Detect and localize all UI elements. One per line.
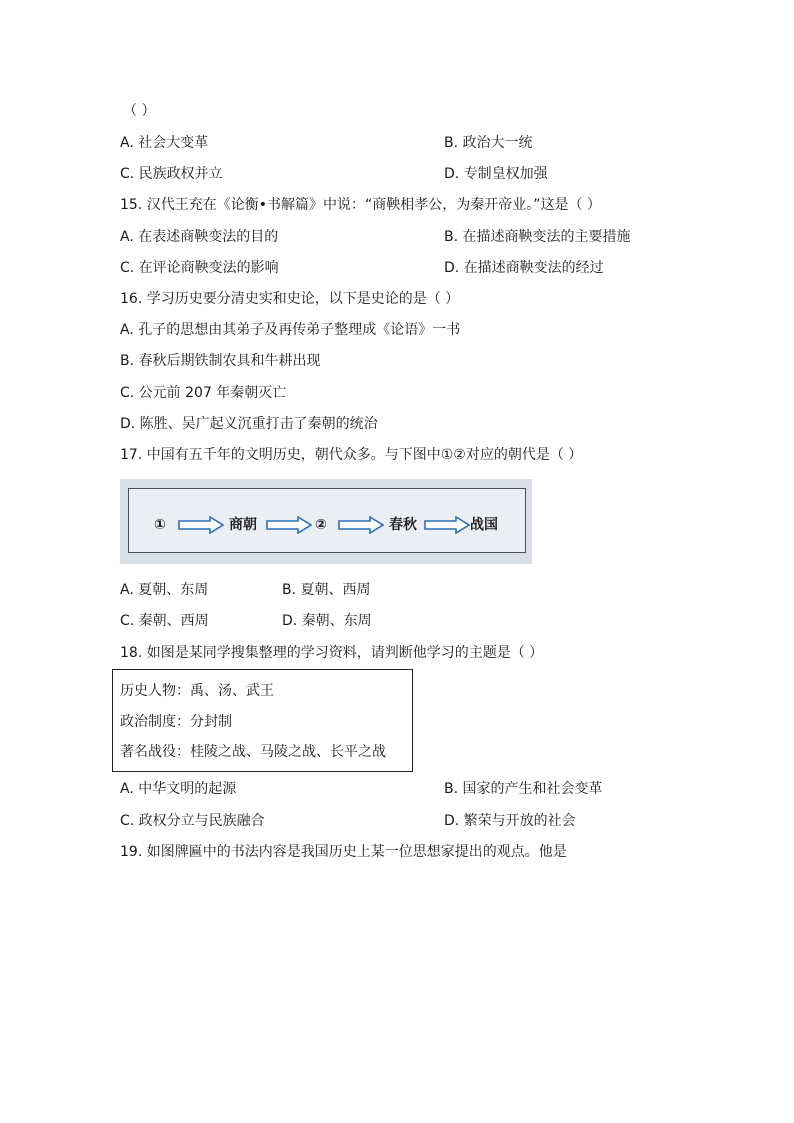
q16-option-d: D. 陈胜、吴广起义沉重打击了秦朝的统治 [120,416,378,432]
q16-option-c: C. 公元前 207 年秦朝灭亡 [120,385,287,401]
flow-arrow-icon [178,516,224,534]
q17-option-d: D. 秦朝、东周 [282,613,372,629]
q16-option-a: A. 孔子的思想由其弟子及再传弟子整理成《论语》一书 [120,322,461,338]
q16-stem: 16. 学习历史要分清史实和史论，以下是史论的是（ ） [120,291,460,307]
q15-option-c: C. 在评论商鞅变法的影响 [120,260,279,276]
flow-blank-1: ① [154,517,166,533]
q17-option-b: B. 夏朝、西周 [282,582,371,598]
box-line-figures: 历史人物：禹、汤、武王 [120,683,274,699]
q14-option-b: B. 政治大一统 [444,135,533,151]
q19-stem: 19. 如图牌匾中的书法内容是我国历史上某一位思想家提出的观点。他是 [120,844,567,860]
q16-option-b: B. 春秋后期铁制农具和牛耕出现 [120,353,321,369]
q14-option-c: C. 民族政权并立 [120,166,223,182]
flow-arrow-icon [266,516,312,534]
box-line-system: 政治制度：分封制 [120,714,232,730]
q14-option-a: A. 社会大变革 [120,135,209,151]
q18-option-a: A. 中华文明的起源 [120,781,237,797]
q14-answer-bracket: （ ） [123,103,156,119]
q17-stem: 17. 中国有五千年的文明历史，朝代众多。与下图中①②对应的朝代是（ ） [120,447,583,463]
flow-arrow-icon [338,516,384,534]
q17-option-a: A. 夏朝、东周 [120,582,209,598]
q15-option-b: B. 在描述商鞅变法的主要措施 [444,229,631,245]
q18-option-b: B. 国家的产生和社会变革 [444,781,603,797]
study-material-box [112,669,413,772]
dynasty-flow-image [120,479,532,564]
q15-option-d: D. 在描述商鞅变法的经过 [444,260,604,276]
q18-option-c: C. 政权分立与民族融合 [120,813,265,829]
q15-option-a: A. 在表述商鞅变法的目的 [120,229,279,245]
box-line-battles: 著名战役：桂陵之战、马陵之战、长平之战 [120,744,386,760]
flow-zhanguo: 战国 [470,517,498,533]
flow-arrow-icon [424,516,470,534]
flow-chunqiu: 春秋 [389,517,417,533]
flow-shang: 商朝 [229,517,257,533]
q17-option-c: C. 秦朝、西周 [120,613,209,629]
q18-stem: 18. 如图是某同学搜集整理的学习资料，请判断他学习的主题是（ ） [120,645,544,661]
flow-blank-2: ② [315,517,327,533]
q14-option-d: D. 专制皇权加强 [444,166,548,182]
q15-stem: 15. 汉代王充在《论衡•书解篇》中说：“商鞅相孝公，为秦开帝业。”这是（ ） [120,197,601,213]
q18-option-d: D. 繁荣与开放的社会 [444,813,576,829]
